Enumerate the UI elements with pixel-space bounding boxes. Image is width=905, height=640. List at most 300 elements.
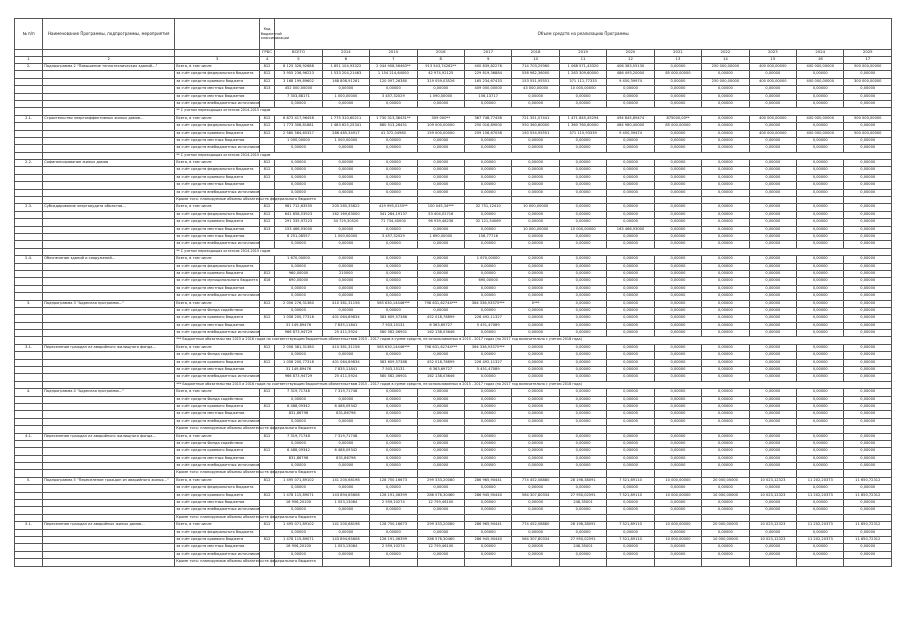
row-total: 0,00000 (275, 396, 322, 403)
row-year-value: 0,00000 (654, 367, 701, 374)
row-number (15, 174, 43, 181)
table-row (15, 145, 892, 152)
row-year-value: 0,00000 (370, 485, 417, 492)
row-year-value: 12 759,46100 (417, 544, 464, 551)
row-funding-source: за счёт средств местных бюджетов (175, 226, 260, 233)
row-year-value: 1 000,00000 (322, 93, 369, 100)
row-year-value: 163 466,93000 (607, 226, 654, 233)
row-year-value (702, 197, 749, 204)
row-grbs-code (259, 485, 274, 492)
row-year-value (512, 514, 559, 521)
row-year-value: 0,00000 (749, 455, 796, 462)
row-year-value: 0,00000 (464, 100, 511, 107)
row-funding-source: за счёт средств внебюджетных источников (175, 189, 260, 196)
row-number (15, 100, 43, 107)
row-year-value: 0,00000 (844, 167, 892, 174)
row-year-value: 0,00000 (702, 544, 749, 551)
row-year-value: 10 000,00000 (559, 226, 606, 233)
row-year-value: 367 748,77458 (464, 115, 511, 122)
table-row (15, 426, 892, 433)
row-funding-source: за счёт средств краевого бюджета (175, 315, 260, 322)
row-year-value: 0,00000 (464, 263, 511, 270)
row-number (15, 93, 43, 100)
row-year-value: 0,00000 (749, 123, 796, 130)
row-year-value: 0,00000 (322, 352, 369, 359)
row-number (15, 426, 43, 433)
row-year-value: 0,00000 (654, 300, 701, 307)
row-year-value: 0,00000 (607, 86, 654, 93)
row-year-value: 0,00000 (607, 278, 654, 285)
row-year-value: 0,00000 (417, 100, 464, 107)
row-year-value: 286 576,30460 (417, 537, 464, 544)
row-year-value: 0,00000 (559, 448, 606, 455)
row-year-value: 0,00000 (370, 86, 417, 93)
row-year-value: 0,00000 (654, 78, 701, 85)
row-year-value: 0,00000 (654, 440, 701, 447)
row-year-value: 0,00000 (702, 418, 749, 425)
table-row (15, 226, 892, 233)
header-year: 2016 (417, 50, 464, 57)
row-year-value: 0,00000 (512, 293, 559, 300)
row-year-value: 0,00000 (607, 463, 654, 470)
row-total: 2 056 381,31380 (275, 344, 322, 351)
row-total: 0,00000 (275, 529, 322, 536)
row-year-value: 0,00000 (749, 352, 796, 359)
row-year-value: 0,00000 (464, 174, 511, 181)
row-program-name: Подпрограмма 4 "Адресная программа…" (43, 389, 175, 396)
row-year-value: 0,00000 (749, 330, 796, 337)
row-year-value: 286 945,90440 (464, 492, 511, 499)
table-row (15, 71, 892, 78)
row-funding-source: Всего, в том числе (175, 433, 260, 440)
column-number: 1 (15, 57, 43, 64)
row-total: 0,00000 (275, 285, 322, 292)
row-total: 31 149,89476 (275, 322, 322, 329)
row-number: 2.2. (15, 160, 43, 167)
row-year-value: 11 650,72312 (844, 522, 892, 529)
row-year-value: 0,00000 (512, 507, 559, 514)
row-year-value: 0,00000 (417, 418, 464, 425)
row-year-value: 494 845,89474 (607, 115, 654, 122)
row-year-value: 0,00000 (654, 455, 701, 462)
row-year-value: 7 835,11841 (322, 367, 369, 374)
table-row (15, 78, 892, 85)
row-year-value: 0,00000 (559, 300, 606, 307)
row-year-value: 0,00000 (559, 352, 606, 359)
row-year-value: 6 488,09342 (322, 448, 369, 455)
row-year-value: 0,00000 (702, 507, 749, 514)
row-funding-source: за счёт средств краевого бюджета (175, 403, 260, 410)
row-year-value: 10 023,12323 (749, 477, 796, 484)
row-program-name (43, 330, 175, 337)
row-year-value: 0,00000 (607, 189, 654, 196)
row-total: 6 873 417,96458 (275, 115, 322, 122)
row-program-name (43, 211, 175, 218)
row-year-value: 0,00000 (797, 403, 844, 410)
row-year-value: 0,00000 (607, 507, 654, 514)
row-year-value: 319 059,03526 (417, 78, 464, 85)
row-year-value: 0,00000 (512, 93, 559, 100)
row-year-value: 5 451,47089 (464, 322, 511, 329)
row-funding-source: за счёт средств местных бюджетов (175, 367, 260, 374)
row-total: 153 466,93000 (275, 226, 322, 233)
row-grbs-code: 812 (259, 174, 274, 181)
row-year-value (512, 197, 559, 204)
row-program-name (43, 219, 175, 226)
row-year-value: 0,00000 (844, 418, 892, 425)
row-year-value: 250 000,00000 (702, 78, 749, 85)
row-year-value: 0,00000 (702, 440, 749, 447)
row-number (15, 197, 43, 204)
row-total: 3 168 199,89602 (275, 78, 322, 85)
footnote-text: ** С учетом переходящих остатков 2014-2015 годов (175, 248, 892, 255)
row-year-value: 0,00000 (654, 256, 701, 263)
row-year-value: 0,00000 (749, 315, 796, 322)
row-year-value (702, 426, 749, 433)
row-year-value: 85 000,00000 (654, 71, 701, 78)
row-year-value: 259 158,67058 (464, 130, 511, 137)
row-year-value: 0,00000 (844, 263, 892, 270)
row-year-value: 0,00000 (607, 344, 654, 351)
row-year-value: 10 023,12323 (749, 492, 796, 499)
row-year-value: 0,00000 (654, 448, 701, 455)
row-grbs-code (259, 256, 274, 263)
row-year-value: 25 411,5924 (322, 330, 369, 337)
row-funding-source: Кроме того: планируемые объемы обязательств федерального бюджета (175, 470, 260, 477)
row-year-value: 0,00000 (654, 374, 701, 381)
row-year-value: 162 138,03646 (417, 374, 464, 381)
row-year-value: 0,00000 (702, 160, 749, 167)
row-funding-source: за счёт средств внебюджетных источников (175, 551, 260, 558)
row-year-value: 0,00000 (512, 389, 559, 396)
row-program-name (43, 411, 175, 418)
row-total: 0,00000 (275, 167, 322, 174)
row-year-value (702, 559, 749, 566)
row-year-value: 0,00000 (654, 322, 701, 329)
row-funding-source: Всего, в том числе (175, 64, 260, 71)
row-year-value: 0,00000 (654, 285, 701, 292)
row-year-value: 1 730 313,36431** (370, 115, 417, 122)
row-grbs-code (259, 396, 274, 403)
row-year-value: 0,00000 (512, 374, 559, 381)
row-year-value: 410 381,31156 (322, 344, 369, 351)
row-year-value: 0,00000 (607, 145, 654, 152)
header-year: 2017 (464, 50, 511, 57)
row-year-value: 0,00000 (607, 174, 654, 181)
row-year-value: 286 945,90440 (464, 537, 511, 544)
row-year-value (559, 470, 606, 477)
table-row (15, 307, 892, 314)
row-year-value (370, 426, 417, 433)
row-year-value: 0,00000 (844, 359, 892, 366)
row-grbs-code (259, 367, 274, 374)
row-year-value: 0,00000 (844, 448, 892, 455)
row-year-value: 0,00000 (654, 86, 701, 93)
row-year-value: 0,00000 (749, 359, 796, 366)
row-year-value: 0,00000 (702, 315, 749, 322)
row-year-value: 0,00000 (512, 403, 559, 410)
row-year-value: 0,00000 (464, 374, 511, 381)
row-year-value: 0,00000 (417, 182, 464, 189)
row-year-value: 0,00000 (749, 551, 796, 558)
row-year-value: 0,00000 (464, 448, 511, 455)
row-year-value: 0,00000 (654, 389, 701, 396)
row-year-value (322, 514, 369, 521)
row-year-value: 364 336,93375*** (464, 300, 511, 307)
row-year-value: 0,00000 (749, 167, 796, 174)
row-year-value: 0,00000 (702, 71, 749, 78)
row-program-name: Переселение граждан из аварийных жилых домов… (43, 522, 175, 529)
row-year-value: 0,00000 (417, 226, 464, 233)
row-year-value: 0,00000 (417, 440, 464, 447)
row-year-value: 0,00000 (797, 233, 844, 240)
row-year-value: 680 513,26451 (370, 123, 417, 130)
row-number: 2.1. (15, 115, 43, 122)
row-year-value: 0,00000 (797, 307, 844, 314)
row-number (15, 448, 43, 455)
row-year-value: 0,00000 (654, 182, 701, 189)
row-year-value: 0,00000 (370, 455, 417, 462)
row-year-value (654, 197, 701, 204)
table-row (15, 374, 892, 381)
header-year: 2024 (797, 50, 844, 57)
row-year-value: 0,00000 (559, 182, 606, 189)
row-total: 0,00000 (275, 293, 322, 300)
row-program-name (43, 418, 175, 425)
footnote-spacer (15, 337, 43, 344)
row-year-value: 0,00000 (797, 440, 844, 447)
budget-table (14, 18, 892, 567)
row-total: 6 251,08557 (275, 233, 322, 240)
row-year-value: 0,00000 (654, 396, 701, 403)
row-year-value: 0,00000 (844, 544, 892, 551)
row-grbs-code: 812 (259, 315, 274, 322)
row-year-value: 0,00000 (559, 307, 606, 314)
row-total: 6 488,09342 (275, 448, 322, 455)
row-year-value: 0,00000 (844, 396, 892, 403)
row-year-value: 0,00000 (797, 293, 844, 300)
row-year-value: 0,00000 (370, 160, 417, 167)
row-year-value: 0,00000 (749, 233, 796, 240)
row-number (15, 559, 43, 566)
row-year-value: 565 630,14446*** (370, 344, 417, 351)
row-year-value: 564 307,80334 (512, 537, 559, 544)
row-year-value: 0,00000 (464, 352, 511, 359)
row-year-value: 0,00000 (749, 463, 796, 470)
row-year-value: 9 450,39474 (607, 130, 654, 137)
row-year-value: 0,00000 (654, 226, 701, 233)
row-year-value: 143 894,65608 (322, 537, 369, 544)
row-year-value: 250 000,00000 (702, 64, 749, 71)
row-year-value (607, 559, 654, 566)
row-year-value: 0,00000 (749, 507, 796, 514)
row-year-value: 0,00000 (797, 204, 844, 211)
row-total: 0,00000 (275, 463, 322, 470)
row-year-value: 0,00000 (654, 167, 701, 174)
row-year-value: 0,00000 (702, 174, 749, 181)
row-number (15, 500, 43, 507)
row-year-value: 0,00000 (654, 359, 701, 366)
row-program-name (43, 86, 175, 93)
header-year: 2021 (654, 50, 701, 57)
row-year-value: 0,00000 (464, 551, 511, 558)
row-number: 3. (15, 300, 43, 307)
row-year-value: 0,00000 (844, 145, 892, 152)
column-number: 6 (322, 57, 369, 64)
row-year-value: 0,00000 (749, 418, 796, 425)
row-year-value: 0,00000 (607, 315, 654, 322)
row-number (15, 470, 43, 477)
row-year-value: 0,00000 (370, 256, 417, 263)
row-year-value: 0,00000 (749, 389, 796, 396)
row-number: 3.1. (15, 344, 43, 351)
row-year-value: 0,00000 (844, 389, 892, 396)
row-year-value: 0,00000 (559, 241, 606, 248)
row-year-value: 128 750,16673 (370, 477, 417, 484)
row-year-value: 0,00000 (844, 411, 892, 418)
row-year-value: 11 650,72312 (844, 477, 892, 484)
column-number: 13 (654, 57, 701, 64)
row-funding-source: Кроме того: планируемые объемы обязательств федерального бюджета (175, 426, 260, 433)
row-funding-source: за счёт средств местных бюджетов (175, 500, 260, 507)
row-year-value: 0,00000 (559, 529, 606, 536)
row-year-value: 0,00000 (512, 344, 559, 351)
row-year-value: 248,35001 (559, 500, 606, 507)
row-number (15, 544, 43, 551)
row-total: 8 125 326,92688 (275, 64, 322, 71)
row-year-value: 43 000,00000 (512, 86, 559, 93)
row-year-value: 0,00000 (464, 137, 511, 144)
row-year-value: 0,00000 (322, 256, 369, 263)
row-year-value: 0,00000 (607, 93, 654, 100)
row-grbs-code: 812 (259, 477, 274, 484)
row-grbs-code: 812 (259, 78, 274, 85)
row-year-value (797, 197, 844, 204)
row-year-value (417, 197, 464, 204)
row-year-value: 0,00000 (749, 219, 796, 226)
row-number (15, 492, 43, 499)
row-year-value: 0,00000 (654, 160, 701, 167)
row-year-value: 1 068 571,43320 (559, 64, 606, 71)
row-year-value: 7 521,89110 (607, 522, 654, 529)
row-year-value: 0,00000 (512, 137, 559, 144)
row-year-value: 831,86798 (322, 411, 369, 418)
row-program-name: Подпрограмма 2 "Повышение теплотехнических зданий…" (43, 64, 175, 71)
row-year-value: 0,00000 (464, 411, 511, 418)
row-year-value: 0,00000 (844, 86, 892, 93)
row-year-value: 0,00000 (702, 167, 749, 174)
row-year-value: 400 000,00000 (749, 78, 796, 85)
row-program-name (43, 470, 175, 477)
row-year-value: 0,00000 (797, 278, 844, 285)
row-year-value: 0,00000 (607, 529, 654, 536)
row-year-value: 0,00000 (370, 433, 417, 440)
row-grbs-code: 816 (259, 278, 274, 285)
row-year-value: 0,00000 (322, 241, 369, 248)
row-year-value: 0,00000 (607, 160, 654, 167)
row-year-value (844, 426, 892, 433)
row-year-value (654, 426, 701, 433)
row-year-value: 0,00000 (464, 211, 511, 218)
row-year-value: 0,00000 (749, 137, 796, 144)
row-year-value: 0,00000 (607, 448, 654, 455)
row-funding-source: за счёт средств краевого бюджета (175, 270, 260, 277)
row-year-value: 0,00000 (702, 403, 749, 410)
row-year-value: 0,00000 (607, 544, 654, 551)
row-number (15, 123, 43, 130)
row-year-value: 1 090,00000 (417, 93, 464, 100)
row-year-value: 0,00000 (749, 529, 796, 536)
row-year-value: 0,00000 (607, 418, 654, 425)
row-year-value: 0,00000 (702, 93, 749, 100)
row-year-value: 12 759,46100 (417, 500, 464, 507)
row-year-value (512, 426, 559, 433)
row-year-value: 400 000,00000 (749, 130, 796, 137)
row-year-value: 0,00000 (702, 182, 749, 189)
row-year-value: 0,00000 (464, 440, 511, 447)
row-year-value: 0,00000 (417, 403, 464, 410)
row-year-value: 0,00000 (749, 145, 796, 152)
row-total: 291 335,97223 (275, 219, 322, 226)
row-year-value: 0,00000 (417, 241, 464, 248)
row-year-value: 0,00000 (702, 330, 749, 337)
row-year-value: 0,00000 (844, 160, 892, 167)
row-year-value: 0,00000 (607, 263, 654, 270)
row-program-name: Подпрограмма 3 "Адресная программа…" (43, 300, 175, 307)
row-funding-source: Всего, в том числе (175, 300, 260, 307)
row-year-value: 10 023,12323 (749, 522, 796, 529)
row-number (15, 396, 43, 403)
row-total: 1 058 200,77318 (275, 315, 322, 322)
row-year-value: 0,00000 (797, 322, 844, 329)
row-year-value: 226 492,11327 (464, 315, 511, 322)
row-total: 0,00000 (275, 263, 322, 270)
row-year-value: 10 000,00000 (702, 537, 749, 544)
row-year-value: 0,00000 (322, 507, 369, 514)
row-year-value: 774 452,08880 (512, 477, 559, 484)
row-funding-source: за счёт средств местных бюджетов (175, 86, 260, 93)
row-year-value: 300 000,00000 (844, 78, 892, 85)
row-program-name (43, 359, 175, 366)
row-year-value: 0,00000 (322, 278, 369, 285)
row-year-value: 309 000** (417, 115, 464, 122)
row-year-value: 100 045,34*** (417, 204, 464, 211)
row-year-value: 0,00000 (702, 285, 749, 292)
row-program-name (43, 322, 175, 329)
row-program-name (43, 71, 175, 78)
row-year-value: 721 351,07441 (512, 115, 559, 122)
row-program-name (43, 448, 175, 455)
row-year-value: 10 000,00000 (654, 537, 701, 544)
table-row (15, 86, 892, 93)
row-year-value: 690,00000 (464, 278, 511, 285)
row-year-value: 0,00000 (654, 189, 701, 196)
row-year-value: 0,00000 (844, 507, 892, 514)
row-total: 1 478 115,89071 (275, 492, 322, 499)
row-year-value: 0,00000 (322, 485, 369, 492)
row-year-value: 85 000,00000 (654, 123, 701, 130)
row-year-value: 0,00000 (559, 315, 606, 322)
table-row (15, 470, 892, 477)
row-year-value: 0,00000 (370, 226, 417, 233)
row-year-value: 120 097,26380 (370, 78, 417, 85)
row-year-value: 0,00000 (749, 100, 796, 107)
row-year-value: 0,00000 (607, 285, 654, 292)
column-number: 11 (559, 57, 606, 64)
row-year-value: 0,00000 (749, 285, 796, 292)
row-year-value: 0,00000 (654, 507, 701, 514)
row-year-value: 96 939,48236 (417, 219, 464, 226)
